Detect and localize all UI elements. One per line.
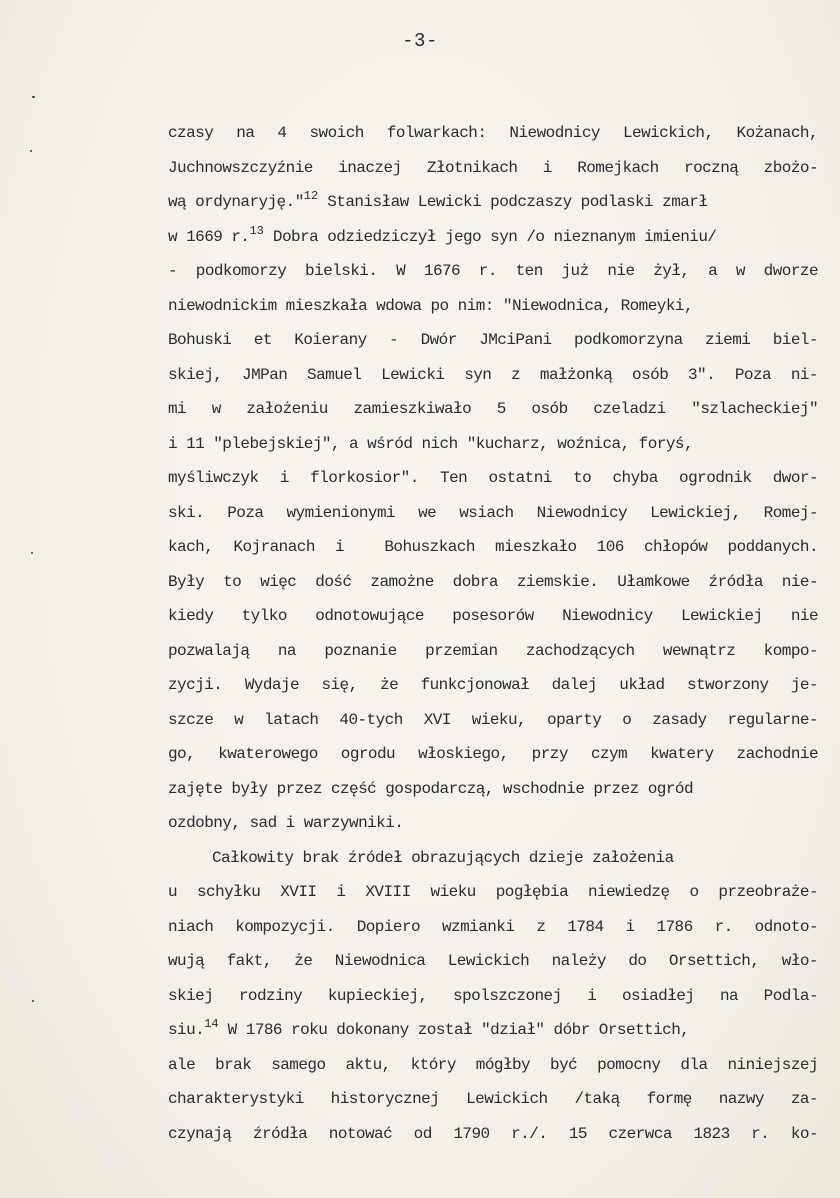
text-line: szcze w latach 40-tych XVI wieku, oparty o zasady regularne- xyxy=(168,710,818,729)
footnote-ref: 14 xyxy=(204,1017,219,1031)
body-text xyxy=(168,116,818,1151)
text-line: ale brak samego aktu, który mógłby być pomocny dla niniejszej xyxy=(168,1055,818,1074)
text-line: niewodnickim mieszkała wdowa po nim: "Niewodnica, Romeyki, xyxy=(168,296,693,315)
footnote-ref: 13 xyxy=(249,223,264,238)
footnote-ref: 12 xyxy=(303,189,319,203)
text-line: ski. Poza wymienionymi we wsiach Niewodnicy Lewickiej, Romej- xyxy=(168,503,818,522)
text-line: mi w założeniu zamieszkiwało 5 osób czeladzi "szlacheckiej" xyxy=(168,400,818,418)
scan-speck xyxy=(31,552,33,554)
text-line: ozdobny, sad i warzywniki. xyxy=(168,814,404,832)
text-line: Całkowity brak źródeł obrazujących dzieje założenia xyxy=(212,848,674,867)
text-line: zajęte były przez część gospodarczą, wschodnie przez ogród xyxy=(168,779,693,798)
text-line: kach, Kojranach i Bohuszkach mieszkało 106 chłopów poddanych. xyxy=(168,538,818,556)
text-line: charakterystyki historycznej Lewickich /taką formę nazwy za- xyxy=(168,1090,818,1108)
scan-speck xyxy=(32,1000,34,1002)
text-line: Bohuski et Koierany - Dwór JMciPani podkomorzyna ziemi biel- xyxy=(168,331,818,349)
text-line: Juchnowszczyźnie inaczej Złotnikach i Romejkach roczną zbożo- xyxy=(168,158,818,177)
text-line: siu.$^{14}$ W 1786 roku dokonany został "dział" dóbr Orsettich, xyxy=(168,1017,690,1039)
text-line: wą ordynaryję."$^{12}$ Stanisław Lewicki podczaszy podlaski zmarł xyxy=(168,189,708,211)
text-line: wują fakt, że Niewodnica Lewickich należy do Orsettich, wło- xyxy=(168,952,818,970)
text-line: czynają źródła notować od 1790 r./. 15 czerwca 1823 r. ko- xyxy=(168,1124,818,1143)
text-line: czasy na 4 swoich folwarkach: Niewodnicy Lewickich, Kożanach, xyxy=(168,124,818,142)
text-line: niach kompozycji. Dopiero wzmianki z 1784 i 1786 r. odnoto- xyxy=(168,917,818,936)
text-line: go, kwaterowego ogrodu włoskiego, przy czym kwatery zachodnie xyxy=(168,745,818,763)
text-line: w 1669 r.$^{13}$ Dobra odziedziczył jego syn /o nieznanym imieniu/ xyxy=(168,223,717,246)
text-line: zycji. Wydaje się, że funkcjonował dalej układ stworzony je- xyxy=(168,676,818,694)
text-line: u schyłku XVII i XVIII wieku pogłębia niewiedzę o przeobraże- xyxy=(168,883,818,901)
scan-speck xyxy=(32,96,35,98)
text-line: skiej, JMPan Samuel Lewicki syn z małżonką osób 3". Poza ni- xyxy=(168,365,818,384)
page-number: -3- xyxy=(402,30,438,52)
text-line: Były to więc dość zamożne dobra ziemskie. Ułamkowe źródła nie- xyxy=(168,572,818,591)
text-line: pozwalają na poznanie przemian zachodzących wewnątrz kompo- xyxy=(168,641,818,660)
scan-speck xyxy=(30,150,32,152)
text-line: skiej rodziny kupieckiej, spolszczonej i osiadłej na Podla- xyxy=(168,986,818,1005)
text-line: i 11 "plebejskiej", a wśród nich "kucharz, woźnica, foryś, xyxy=(168,434,693,453)
text-line: - podkomorzy bielski. W 1676 r. ten już nie żył, a w dworze xyxy=(168,262,818,280)
text-line: myśliwczyk i florkosior". Ten ostatni to chyba ogrodnik dwor- xyxy=(168,469,818,487)
text-line: kiedy tylko odnotowujące posesorów Niewodnicy Lewickiej nie xyxy=(168,607,818,625)
